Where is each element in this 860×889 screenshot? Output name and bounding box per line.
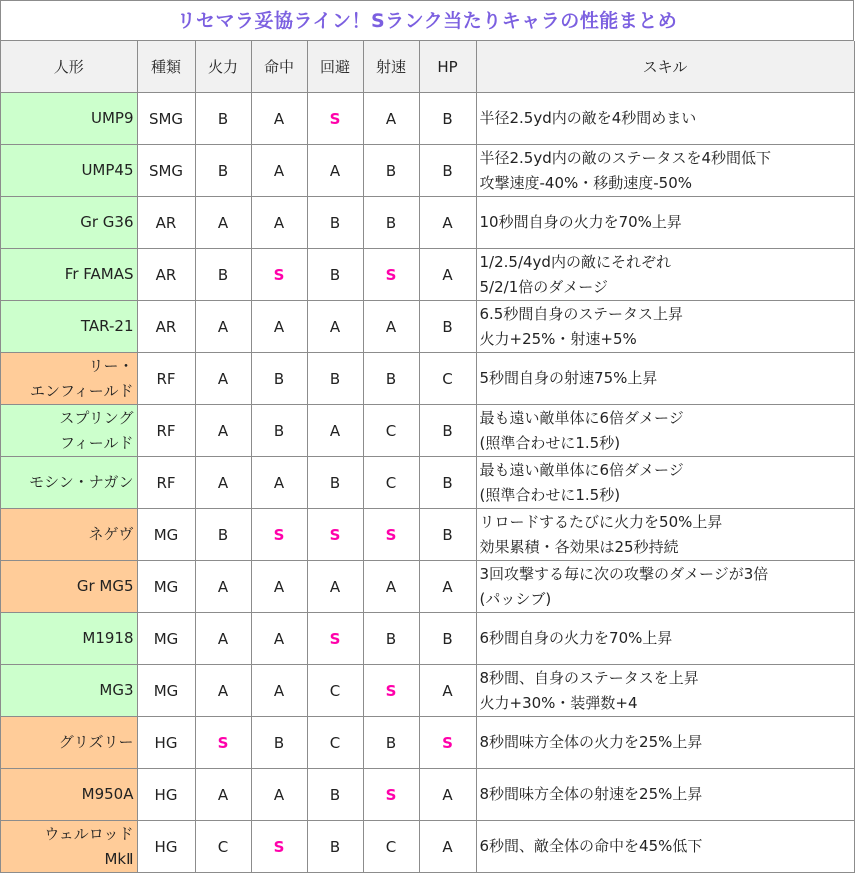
type-cell: MG: [137, 613, 195, 665]
firepower-cell: A: [195, 353, 251, 405]
accuracy-cell: A: [251, 93, 307, 145]
type-cell: AR: [137, 197, 195, 249]
rate-cell: A: [363, 561, 419, 613]
hp-cell: A: [419, 821, 476, 873]
skill-cell: [476, 821, 854, 873]
table-row: [1, 769, 854, 821]
skill-text: (パッシブ): [479, 589, 552, 608]
rate-cell: B: [363, 717, 419, 769]
evasion-cell: S: [307, 509, 363, 561]
rate-cell: C: [363, 457, 419, 509]
hp-cell: B: [419, 145, 476, 197]
evasion-cell: A: [307, 301, 363, 353]
skill-cell: [476, 769, 854, 821]
type-cell: HG: [137, 821, 195, 873]
accuracy-cell: S: [251, 821, 307, 873]
skill-text: 攻撃速度-40%・移動速度-50%: [479, 173, 693, 192]
skill-text: 10秒間自身の火力を70%上昇: [479, 213, 682, 231]
firepower-cell: A: [195, 301, 251, 353]
column-header-skill: スキル: [476, 41, 854, 93]
type-cell: MG: [137, 509, 195, 561]
character-name: Gr G36: [80, 213, 134, 231]
column-header-type: 種類: [137, 41, 195, 93]
evasion-cell: B: [307, 769, 363, 821]
skill-text: 火力+25%・射速+5%: [479, 329, 637, 348]
type-cell: MG: [137, 665, 195, 717]
skill-cell: [476, 145, 854, 197]
evasion-cell: A: [307, 145, 363, 197]
skill-cell: [476, 717, 854, 769]
hp-cell: B: [419, 457, 476, 509]
character-name-cell: [1, 93, 137, 145]
table-row: [1, 665, 854, 717]
hp-cell: A: [419, 769, 476, 821]
hp-cell: B: [419, 405, 476, 457]
character-name-cell: [1, 613, 137, 665]
accuracy-cell: A: [251, 613, 307, 665]
header-row: [1, 41, 854, 93]
type-cell: RF: [137, 457, 195, 509]
hp-cell: B: [419, 509, 476, 561]
evasion-cell: C: [307, 717, 363, 769]
type-cell: HG: [137, 769, 195, 821]
character-name: グリズリー: [58, 733, 134, 751]
skill-text: 8秒間味方全体の火力を25%上昇: [479, 733, 703, 751]
character-name: エンフィールド: [29, 381, 134, 400]
firepower-cell: A: [195, 769, 251, 821]
hp-cell: A: [419, 249, 476, 301]
character-name: モシン・ナガン: [29, 473, 134, 491]
character-name: M950A: [81, 785, 134, 803]
character-name-cell: [1, 197, 137, 249]
accuracy-cell: A: [251, 301, 307, 353]
evasion-cell: B: [307, 457, 363, 509]
rate-cell: A: [363, 93, 419, 145]
type-cell: AR: [137, 249, 195, 301]
skill-cell: [476, 509, 854, 561]
character-name-cell: [1, 457, 137, 509]
accuracy-cell: A: [251, 457, 307, 509]
skill-text: 6秒間、敵全体の命中を45%低下: [479, 837, 703, 855]
skill-cell: [476, 353, 854, 405]
rate-cell: B: [363, 613, 419, 665]
character-name: ネゲヴ: [88, 525, 134, 543]
firepower-cell: B: [195, 509, 251, 561]
character-name: TAR-21: [80, 317, 134, 335]
type-cell: HG: [137, 717, 195, 769]
rate-cell: S: [363, 769, 419, 821]
character-name: Fr FAMAS: [64, 265, 134, 283]
hp-cell: B: [419, 93, 476, 145]
character-name: MG3: [99, 681, 134, 699]
firepower-cell: A: [195, 665, 251, 717]
character-name-cell: [1, 249, 137, 301]
accuracy-cell: A: [251, 197, 307, 249]
accuracy-cell: A: [251, 145, 307, 197]
evasion-cell: S: [307, 613, 363, 665]
column-header-hp: HP: [419, 41, 476, 93]
character-name: フィールド: [59, 433, 134, 452]
table-row: [1, 145, 854, 197]
accuracy-cell: S: [251, 509, 307, 561]
character-name-cell: [1, 509, 137, 561]
table-row: [1, 301, 854, 353]
skill-cell: [476, 665, 854, 717]
type-cell: MG: [137, 561, 195, 613]
hp-cell: B: [419, 613, 476, 665]
character-name: スプリング: [59, 408, 134, 427]
character-name-cell: [1, 717, 137, 769]
firepower-cell: S: [195, 717, 251, 769]
firepower-cell: C: [195, 821, 251, 873]
skill-text: 8秒間、自身のステータスを上昇: [479, 668, 699, 687]
skill-cell: [476, 561, 854, 613]
hp-cell: A: [419, 665, 476, 717]
character-name: ウェルロッド: [44, 824, 134, 843]
column-header-rate: 射速: [363, 41, 419, 93]
skill-cell: [476, 405, 854, 457]
evasion-cell: A: [307, 561, 363, 613]
skill-cell: [476, 613, 854, 665]
column-header-evasion: 回避: [307, 41, 363, 93]
rate-cell: B: [363, 145, 419, 197]
hp-cell: A: [419, 561, 476, 613]
skill-text: 効果累積・各効果は25秒持続: [479, 537, 679, 556]
hp-cell: B: [419, 301, 476, 353]
skill-text: 6.5秒間自身のステータス上昇: [479, 304, 684, 323]
character-table: [1, 41, 855, 873]
hp-cell: S: [419, 717, 476, 769]
character-name-cell: [1, 145, 137, 197]
skill-text: 5/2/1倍のダメージ: [479, 277, 608, 296]
table-row: [1, 353, 854, 405]
firepower-cell: A: [195, 457, 251, 509]
accuracy-cell: A: [251, 769, 307, 821]
table-row: [1, 821, 854, 873]
firepower-cell: A: [195, 197, 251, 249]
skill-text: 最も遠い敵単体に6倍ダメージ: [479, 408, 684, 427]
accuracy-cell: B: [251, 353, 307, 405]
firepower-cell: B: [195, 93, 251, 145]
table-row: [1, 457, 854, 509]
character-name-cell: [1, 405, 137, 457]
accuracy-cell: A: [251, 561, 307, 613]
hp-cell: A: [419, 197, 476, 249]
rate-cell: B: [363, 197, 419, 249]
character-name: リー・: [88, 356, 134, 375]
character-name: Gr MG5: [76, 577, 134, 595]
column-header-accuracy: 命中: [251, 41, 307, 93]
type-cell: RF: [137, 353, 195, 405]
skill-text: 6秒間自身の火力を70%上昇: [479, 629, 673, 647]
table-row: [1, 509, 854, 561]
firepower-cell: A: [195, 405, 251, 457]
skill-text: 半径2.5yd内の敵のステータスを4秒間低下: [479, 148, 771, 167]
rate-cell: S: [363, 249, 419, 301]
rate-cell: A: [363, 301, 419, 353]
evasion-cell: B: [307, 821, 363, 873]
accuracy-cell: A: [251, 665, 307, 717]
firepower-cell: B: [195, 145, 251, 197]
character-name-cell: [1, 821, 137, 873]
skill-text: 火力+30%・装弾数+4: [479, 693, 638, 712]
firepower-cell: B: [195, 249, 251, 301]
rate-cell: S: [363, 509, 419, 561]
table-row: [1, 717, 854, 769]
evasion-cell: C: [307, 665, 363, 717]
column-header-firepower: 火力: [195, 41, 251, 93]
table-row: [1, 93, 854, 145]
table-row: [1, 561, 854, 613]
character-name: MkⅡ: [104, 849, 134, 868]
character-name-cell: [1, 665, 137, 717]
rate-cell: C: [363, 821, 419, 873]
skill-text: 8秒間味方全体の射速を25%上昇: [479, 785, 703, 803]
skill-cell: [476, 197, 854, 249]
accuracy-cell: B: [251, 717, 307, 769]
type-cell: AR: [137, 301, 195, 353]
type-cell: RF: [137, 405, 195, 457]
table-row: [1, 197, 854, 249]
skill-cell: [476, 301, 854, 353]
character-name: UMP45: [81, 161, 134, 179]
type-cell: SMG: [137, 93, 195, 145]
skill-text: リロードするたびに火力を50%上昇: [479, 512, 723, 531]
character-name: M1918: [82, 629, 134, 647]
evasion-cell: S: [307, 93, 363, 145]
evasion-cell: B: [307, 249, 363, 301]
type-cell: SMG: [137, 145, 195, 197]
page-title: リセマラ妥協ライン！Sランク当たりキャラの性能まとめ: [1, 1, 854, 41]
character-name-cell: [1, 353, 137, 405]
firepower-cell: A: [195, 613, 251, 665]
skill-text: 最も遠い敵単体に6倍ダメージ: [479, 460, 684, 479]
skill-cell: [476, 457, 854, 509]
skill-text: 1/2.5/4yd内の敵にそれぞれ: [479, 252, 671, 271]
rate-cell: B: [363, 353, 419, 405]
skill-cell: [476, 93, 854, 145]
rate-cell: S: [363, 665, 419, 717]
table-row: [1, 249, 854, 301]
accuracy-cell: S: [251, 249, 307, 301]
character-name-cell: [1, 301, 137, 353]
rate-cell: C: [363, 405, 419, 457]
skill-cell: [476, 249, 854, 301]
table-row: [1, 405, 854, 457]
firepower-cell: A: [195, 561, 251, 613]
skill-text: 3回攻撃する毎に次の攻撃のダメージが3倍: [479, 564, 769, 583]
accuracy-cell: B: [251, 405, 307, 457]
character-name-cell: [1, 561, 137, 613]
evasion-cell: B: [307, 197, 363, 249]
character-name: UMP9: [90, 109, 134, 127]
skill-text: 半径2.5yd内の敵を4秒間めまい: [479, 109, 697, 127]
hp-cell: C: [419, 353, 476, 405]
skill-text: (照準合わせに1.5秒): [479, 433, 621, 452]
evasion-cell: B: [307, 353, 363, 405]
skill-text: 5秒間自身の射速75%上昇: [479, 369, 658, 387]
column-header-name: 人形: [1, 41, 137, 93]
evasion-cell: A: [307, 405, 363, 457]
skill-text: (照準合わせに1.5秒): [479, 485, 621, 504]
character-name-cell: [1, 769, 137, 821]
table-body: [1, 93, 854, 873]
table-row: [1, 613, 854, 665]
